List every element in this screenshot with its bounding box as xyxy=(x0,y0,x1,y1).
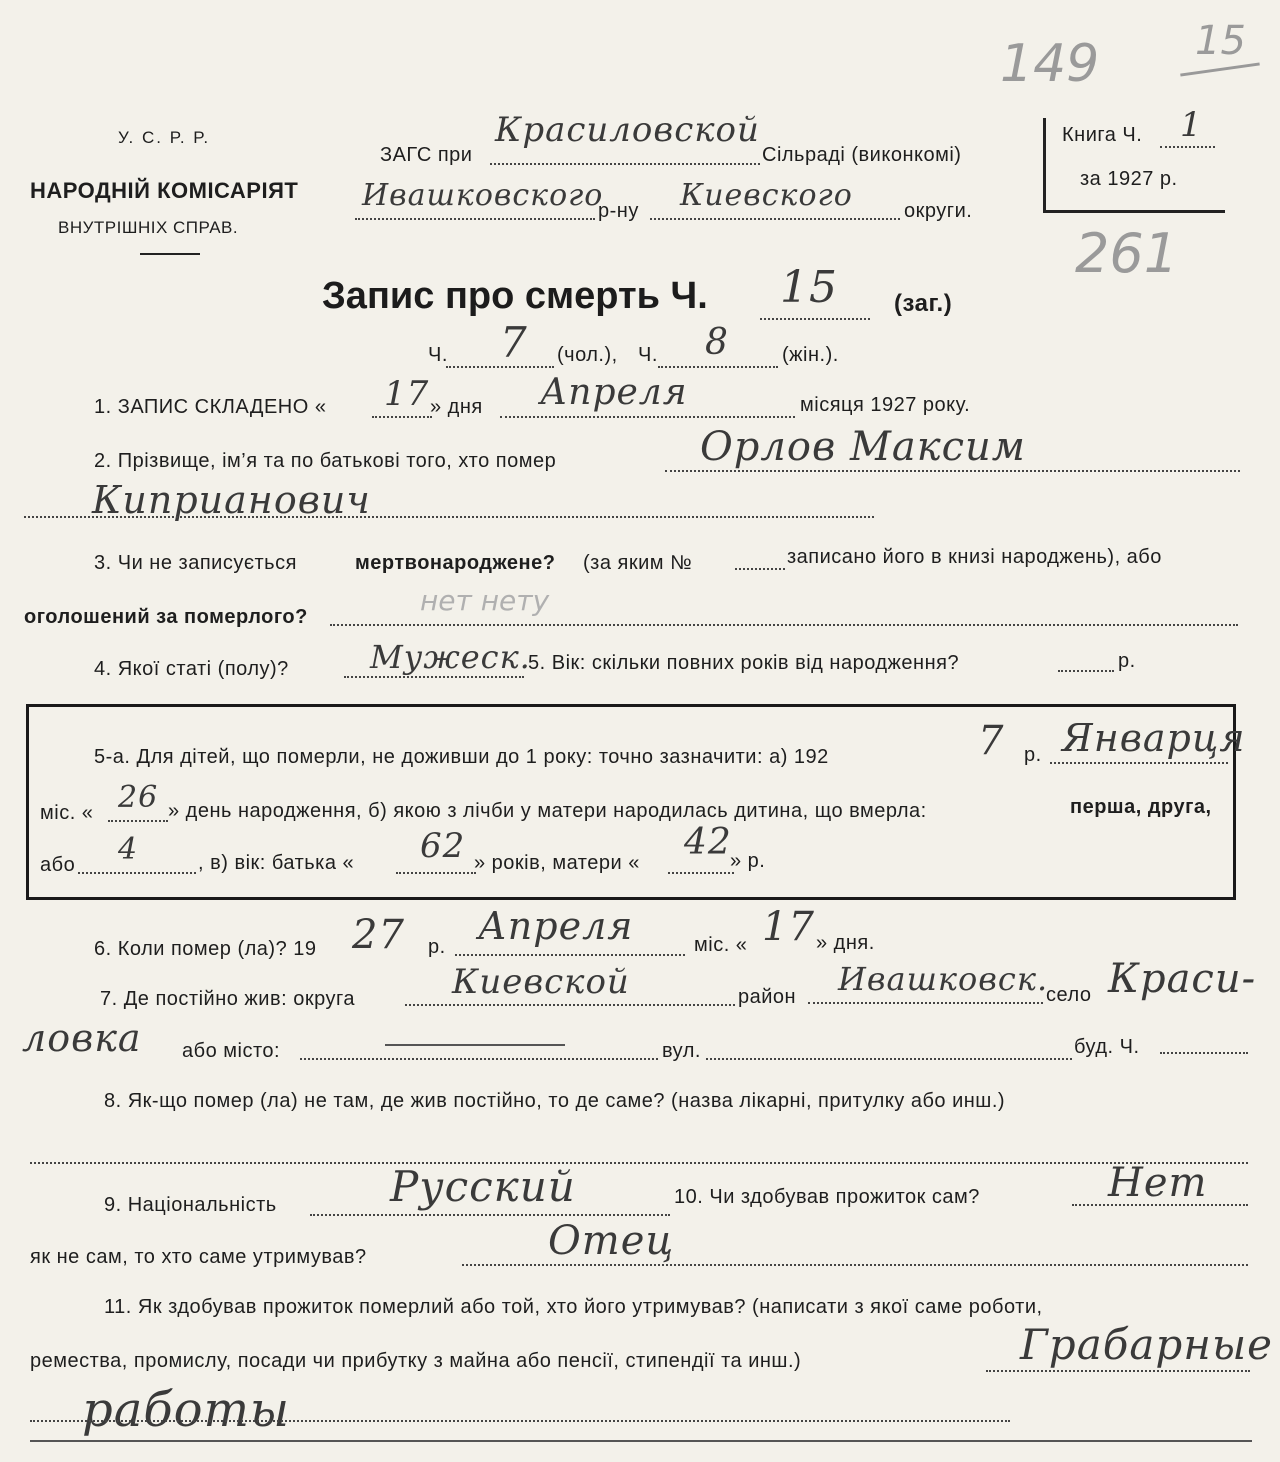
q5a-line3-d: » р. xyxy=(730,850,766,872)
q5a-year-hand: 7 xyxy=(978,718,1005,764)
zags-line xyxy=(490,163,760,165)
district-hand: Ивашковского xyxy=(362,178,604,213)
q5-age-line xyxy=(1058,670,1114,672)
pencil-number-side: 261 xyxy=(1075,222,1179,285)
zags-label: ЗАГС при xyxy=(380,144,473,166)
republic-label: У. С. Р. Р. xyxy=(118,128,211,147)
female-label: (жін.). xyxy=(782,344,839,366)
q5-label: 5. Вік: скільки повних років від народження? xyxy=(528,652,960,674)
village-council-label: Сільраді (виконкомі) xyxy=(762,144,962,166)
q5a-mother-hand: 42 xyxy=(684,822,732,863)
q11-line2-rule xyxy=(986,1370,1250,1372)
q3-line1-c: (за яким № xyxy=(583,552,693,574)
q5a-line2-c: перша, друга, xyxy=(1070,796,1212,818)
q4-label: 4. Якої статі (полу)? xyxy=(94,658,289,680)
page-title: Запис про смерть Ч. xyxy=(322,275,708,317)
q2-name-hand: Орлов Максим xyxy=(700,424,1026,470)
q10b-hand: Отец xyxy=(548,1218,675,1264)
q5a-line3-c: » років, матери « xyxy=(474,852,640,874)
okrug-line xyxy=(650,218,900,220)
q5a-r: р. xyxy=(1024,744,1042,766)
q5a-day-line xyxy=(108,820,168,822)
female-count-line xyxy=(658,366,778,368)
female-count-hand: 8 xyxy=(705,322,729,363)
book-box-left-border xyxy=(1043,118,1046,213)
book-label: Книга Ч. xyxy=(1062,124,1143,146)
q11-hand2: работы xyxy=(82,1382,291,1438)
q7-raion: район xyxy=(738,986,797,1008)
q3-line1-a: 3. Чи не записується xyxy=(94,552,297,574)
pencil-fraction-line xyxy=(1180,62,1260,76)
q5a-line3-a: або xyxy=(40,854,76,876)
q2-name-line xyxy=(665,470,1240,472)
book-number-hand: 1 xyxy=(1180,105,1203,145)
male-count-line xyxy=(446,366,554,368)
q3-line2-hand: нет нету xyxy=(420,584,550,617)
header-divider xyxy=(140,253,200,255)
q10-label: 10. Чи здобував прожиток сам? xyxy=(674,1186,980,1208)
q6-day-hand: 17 xyxy=(762,904,815,950)
q4-sex-hand: Мужеск. xyxy=(370,638,531,676)
q7-misto: або місто: xyxy=(182,1040,281,1062)
q6-mis: міс. « xyxy=(694,934,748,956)
q11-line3-rule xyxy=(30,1420,1010,1422)
okrug-hand: Киевского xyxy=(680,178,853,213)
q9-label: 9. Національність xyxy=(104,1194,277,1216)
commissariat-label: НАРОДНІЙ КОМІСАРІЯТ xyxy=(30,178,299,203)
male-ch-label: Ч. xyxy=(428,344,448,366)
q9-nat-hand: Русский xyxy=(390,1162,576,1211)
q2-label: 2. Прізвище, ім’я та по батькові того, хто помер xyxy=(94,450,557,472)
district-line xyxy=(355,218,595,220)
q7-okrug-hand: Киевской xyxy=(452,962,630,1002)
book-box-bottom-border xyxy=(1043,210,1225,213)
q1-day-hand: 17 xyxy=(384,374,430,414)
q5a-month-line xyxy=(1050,762,1228,764)
q3-line2-line xyxy=(330,624,1238,626)
female-ch-label: Ч. xyxy=(638,344,658,366)
q6-month-line xyxy=(455,954,685,956)
q5a-line3-b: , в) вік: батька « xyxy=(198,852,355,874)
q9-nat-line xyxy=(310,1214,670,1216)
q5a-father-line xyxy=(396,872,476,874)
q7-vul: вул. xyxy=(662,1040,701,1062)
q7-selo-hand: Краси- xyxy=(1108,956,1257,1002)
q10b-line xyxy=(462,1264,1248,1266)
district-label: р-ну xyxy=(598,200,639,222)
q1-month-hand: Апреля xyxy=(540,372,688,413)
q1-mid: » дня xyxy=(430,396,483,418)
year-label: за 1927 р. xyxy=(1080,168,1178,190)
okrug-label: округи. xyxy=(904,200,973,222)
bottom-rule xyxy=(30,1440,1252,1442)
book-number-line xyxy=(1160,146,1215,148)
q2-name2-hand: Киприанович xyxy=(92,478,371,522)
q6-year-hand: 27 xyxy=(352,912,405,958)
q11-line2: ремества, промислу, посади чи прибутку з майна або пенсії, стипендії та инш.) xyxy=(30,1350,802,1372)
q10b-label: як не сам, то хто саме утримував? xyxy=(30,1246,367,1268)
title-suffix: (заг.) xyxy=(894,290,953,317)
title-number-line xyxy=(760,318,870,320)
q5-end: р. xyxy=(1118,650,1136,672)
q6-r: р. xyxy=(428,936,446,958)
pencil-fraction-top: 15 xyxy=(1195,18,1246,64)
q1-label: 1. ЗАПИС СКЛАДЕНО « xyxy=(94,396,327,418)
q5a-line2-b: » день народження, б) якою з лічби у матери народилась дитина, що вмерла: xyxy=(168,800,927,822)
q5a-month-hand: Январця xyxy=(1062,716,1246,760)
q3-line1-d: записано його в книзі народжень), або xyxy=(787,546,1162,568)
q3-line1-b: мертвонароджене? xyxy=(355,552,556,574)
q6-end: » дня. xyxy=(816,932,875,954)
q7-bud-line xyxy=(1160,1052,1248,1054)
male-label: (чол.), xyxy=(557,344,618,366)
q6-label: 6. Коли помер (ла)? 19 xyxy=(94,938,317,960)
q7-vul-line xyxy=(706,1058,1072,1060)
q1-month-line xyxy=(500,416,795,418)
q10-hand: Нет xyxy=(1108,1160,1208,1206)
q7-bud: буд. Ч. xyxy=(1074,1036,1140,1058)
q7-misto-line xyxy=(300,1058,658,1060)
department-label: ВНУТРІШНІХ СПРАВ. xyxy=(58,218,239,237)
q5a-order-line xyxy=(78,872,196,874)
q7-selo2-hand: ловка xyxy=(22,1016,142,1060)
q7-selo: село xyxy=(1046,984,1092,1006)
q7-label: 7. Де постійно жив: округа xyxy=(100,988,355,1010)
q5a-line2-a: міс. « xyxy=(40,802,94,824)
q5a-mother-line xyxy=(668,872,734,874)
q3-number-line xyxy=(735,568,785,570)
q2-name2-line xyxy=(24,516,874,518)
q10-line xyxy=(1072,1204,1248,1206)
q1-end: місяця 1927 року. xyxy=(800,394,971,416)
q11-hand1: Грабарные xyxy=(1020,1320,1274,1369)
zags-village-hand: Красиловской xyxy=(495,110,760,150)
q7-raion-line xyxy=(808,1002,1043,1004)
q8-line xyxy=(30,1162,1248,1164)
q5a-line1: 5-а. Для дітей, що померли, не доживши до 1 року: точно зазначити: а) 192 xyxy=(94,746,829,768)
pencil-number-top: 149 xyxy=(1000,34,1100,94)
q7-misto-dash xyxy=(385,1044,565,1046)
q11-line1: 11. Як здобував прожиток померлий або той, хто його утримував? (написати з якої саме роботи, xyxy=(104,1296,1043,1318)
q1-day-line xyxy=(372,416,432,418)
male-count-hand: 7 xyxy=(500,318,528,367)
q8-label: 8. Як-що помер (ла) не там, де жив постійно, то де саме? (назва лікарні, притулку або инш.) xyxy=(104,1090,1006,1112)
q6-month-hand: Апреля xyxy=(478,904,634,948)
q3-line2: оголошений за померлого? xyxy=(24,606,308,628)
q7-okrug-line xyxy=(405,1004,735,1006)
q5a-order-hand: 4 xyxy=(118,832,139,867)
q5a-father-hand: 62 xyxy=(420,826,466,866)
q5a-day-hand: 26 xyxy=(118,780,159,815)
q7-raion-hand: Ивашковск. xyxy=(838,960,1049,998)
q4-sex-line xyxy=(344,676,524,678)
title-number-hand: 15 xyxy=(780,262,838,313)
